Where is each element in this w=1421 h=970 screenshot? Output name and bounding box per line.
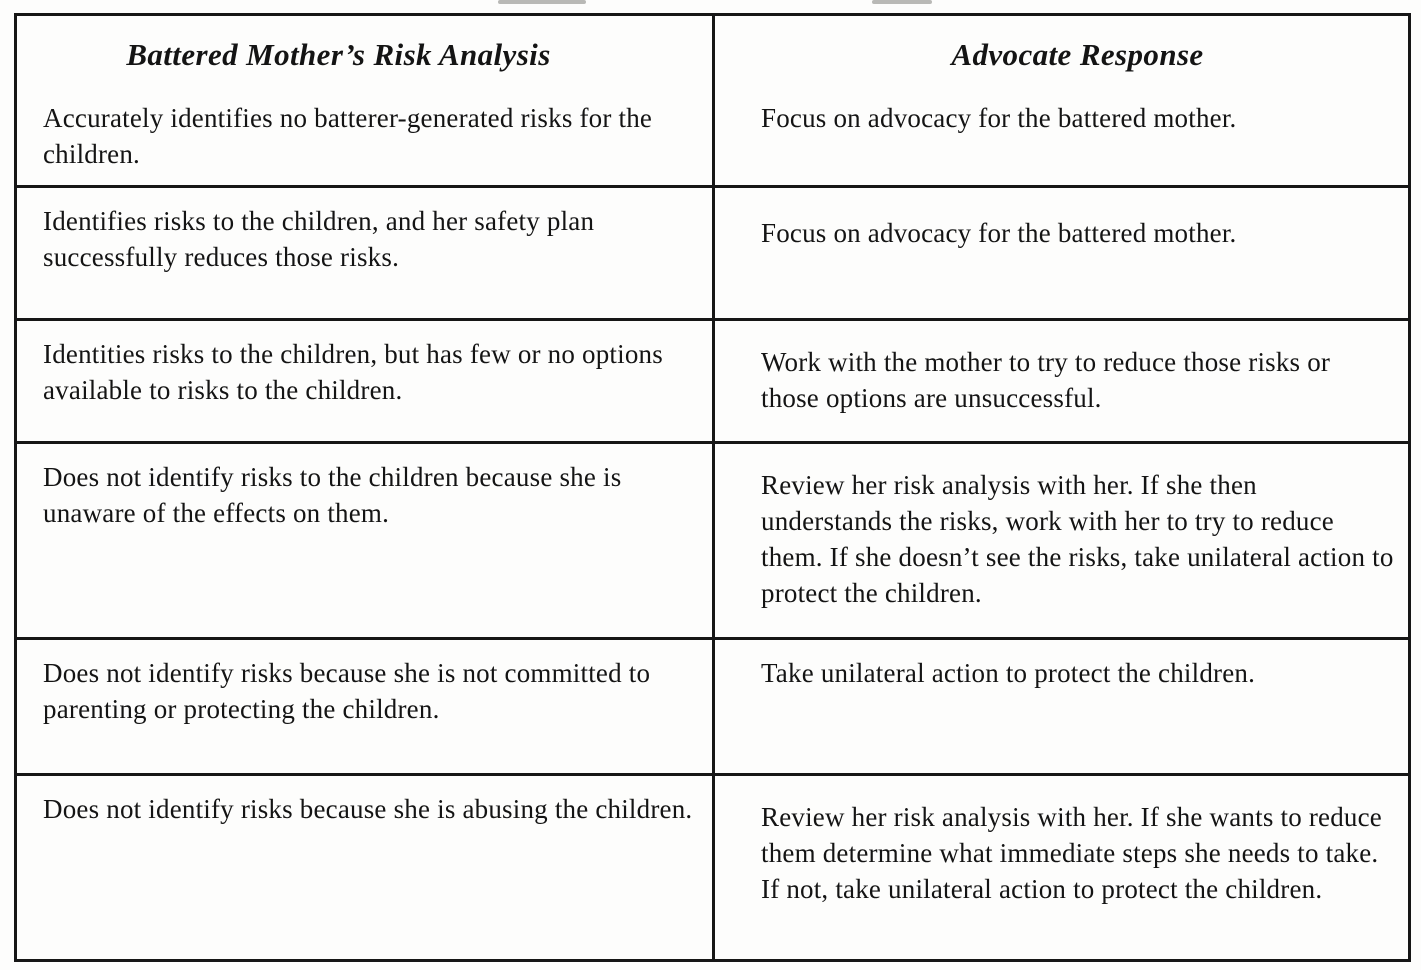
risk-cell [16,443,714,639]
risk-text: Does not identify risks to the children because she is unaware of the effects on them. [43,462,622,528]
risk-cell [16,187,714,320]
table-row [16,320,1410,443]
response-text: Focus on advocacy for the battered mother. [761,103,1237,134]
risk-cell [16,320,714,443]
response-cell [714,775,1410,961]
column-header-advocate-response: Advocate Response [951,37,1204,72]
response-text: Review her risk analysis with her. If she wants to reduce them determine what immediate steps she needs to take. If not, take unilateral action to protect the children. [761,802,1382,904]
risk-text: Identities risks to the children, but has few or no options available to risks to the children. [43,339,663,405]
table-row [16,443,1410,639]
risk-cell [16,639,714,775]
risk-text: Does not identify risks because she is not committed to parenting or protecting the children. [43,658,651,724]
risk-analysis-table [14,13,1411,962]
response-cell [714,639,1410,775]
response-text: Take unilateral action to protect the children. [761,658,1256,689]
risk-text: Identifies risks to the children, and her safety plan successfully reduces those risks. [43,206,595,272]
column-header-risk-analysis: Battered Mother’s Risk Analysis [126,37,551,72]
response-cell [714,320,1410,443]
scan-artifact [872,0,932,4]
risk-cell [16,15,714,187]
scan-artifact [498,0,586,4]
response-text: Work with the mother to try to reduce those risks or those options are unsuccessful. [761,347,1331,413]
risk-text: Does not identify risks because she is abusing the children. [43,794,693,825]
table-row [16,15,1410,187]
table-row [16,187,1410,320]
risk-text: Accurately identifies no batterer-generated risks for the children. [43,103,653,170]
table-row [16,639,1410,775]
table-body [16,15,1410,961]
risk-cell [16,775,714,961]
table-row [16,775,1410,961]
response-text: Review her risk analysis with her. If she then understands the risks, work with her to try to reduce them. If she doesn’t see the risks, take unilateral action to protect the children. [761,470,1394,608]
response-cell [714,443,1410,639]
response-text: Focus on advocacy for the battered mother. [761,218,1237,249]
response-cell [714,15,1410,187]
response-cell [714,187,1410,320]
